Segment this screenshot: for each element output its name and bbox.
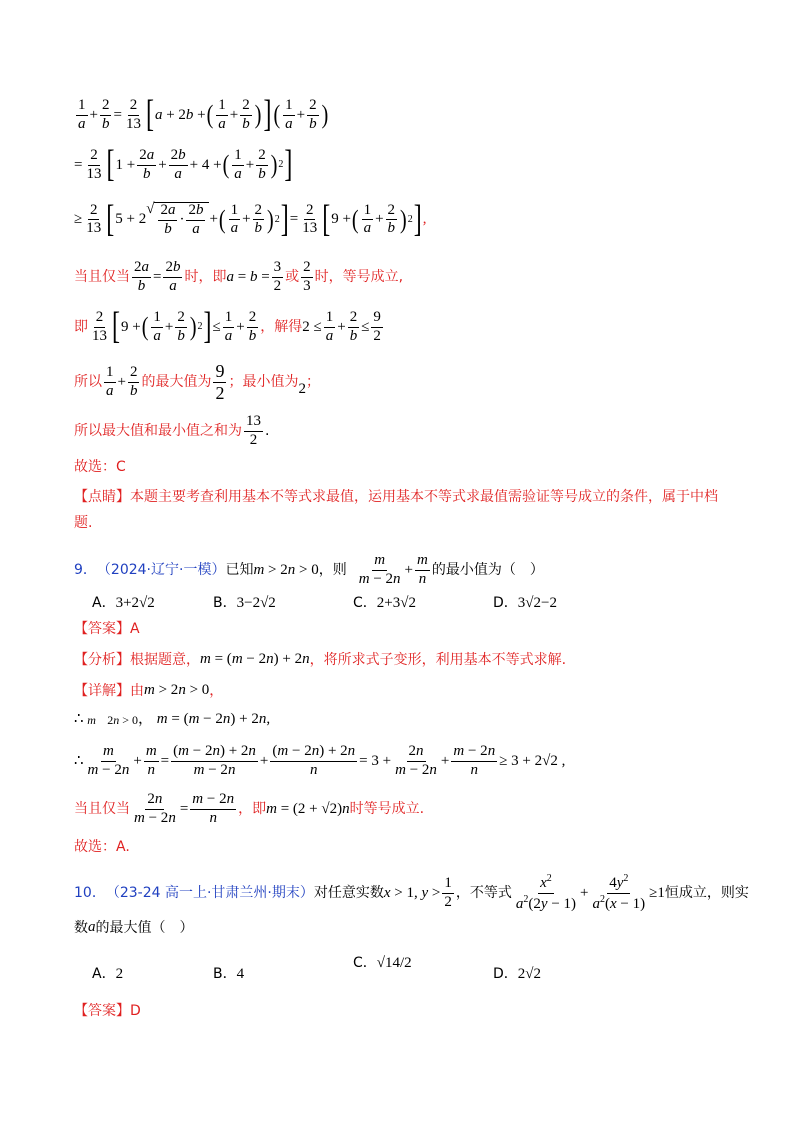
answer-value: A	[130, 621, 140, 637]
q10-stem-b: ，不等式	[455, 885, 512, 902]
text-period: .	[265, 423, 270, 440]
q9-detail-line-2: ∴ m 2n > 0 ， m = ( m − 2 n ) + 2 n ,	[74, 711, 271, 727]
detail-text-b: ，	[209, 682, 224, 699]
q9-stem-c: 的最小值为（ ）	[431, 562, 544, 579]
text-huo: 或	[285, 269, 300, 286]
choice-letter: C．	[353, 595, 377, 611]
answer-tag: 【答案】	[74, 1003, 130, 1019]
analysis-text-a: 根据题意，	[130, 651, 200, 668]
question-10-stem: 10． （23-24 高一上·甘肃兰州·期末） 对任意实数 x > 1, y > $\frac{1}{2}$ ，不等式 $\frac{x^2}{a^2(2y - 1)}$ + $\frac{4y^2}{a^2(x - 1)}$ ≥1 恒成立，则实	[74, 873, 749, 912]
choice-value: 3−2√2	[236, 595, 276, 611]
choice-c-conclusion: 故选：C	[74, 459, 126, 475]
q9-stem-b: ，则	[318, 562, 347, 579]
analysis-text-b: ，将所求式子变形，利用基本不等式求解.	[309, 651, 567, 668]
text-dangqie: 当且仅当	[74, 269, 130, 286]
analysis-tag: 【分析】	[74, 651, 130, 668]
q10-answer	[74, 1004, 141, 1018]
choice-value: 2	[115, 966, 124, 982]
q10-choice-c[interactable]	[353, 952, 412, 972]
question-10-source: （23-24 高一上·甘肃兰州·期末）	[105, 885, 314, 902]
q9-equality-line: 当且仅当 $\frac{2n}{m - 2n}$ = $\frac{m - 2n}{n}$ ，即 m = (2 + √2)n 时等号成立.	[74, 791, 425, 826]
answer-tag: 【答案】	[74, 621, 130, 637]
q9-stem-a: 已知	[225, 562, 254, 579]
q10-stem-c: 恒成立，则实	[664, 885, 749, 902]
equation-line-3: ≥ $\frac{2}{13}$ [ 5 + 2 √ $\frac{2a}{b}$ · $\frac{2b}{a}$ + ( $\frac{1}{a}$ + $\frac{2}{b}$ ) 2 ] = $\frac{2}{13}$ [ 9 + ( $\frac{1}{a}$ + $\frac{2}{b}$ ) 2 ] ,	[74, 198, 427, 241]
question-9-source: （2024·辽宁·一模）	[96, 562, 226, 579]
q10-choice-b[interactable]	[213, 963, 244, 983]
text-semicolon: ；	[305, 374, 320, 391]
choice-value: 3√2−2	[517, 595, 557, 611]
text-suoyi: 所以	[74, 374, 102, 391]
q9-answer	[74, 622, 140, 636]
q9-analysis: 【分析】 根据题意， m = (m − 2n) + 2n ，将所求式子变形，利用基本不等式求解.	[74, 651, 567, 668]
choice-value: 4	[236, 966, 245, 982]
sum-line: 所以最大值和最小值之和为 $\frac{13}{2}$ .	[74, 413, 270, 448]
choice-value: 2+3√2	[376, 595, 416, 611]
choice-letter: B．	[213, 595, 237, 611]
comment-tag: 【点睛】	[74, 489, 130, 505]
question-number-9: 9．	[74, 562, 97, 579]
eq-text-b: ，即	[238, 801, 267, 818]
text-jiede: ，解得	[260, 319, 303, 336]
choice-letter: A．	[92, 966, 116, 982]
eq-text-a: 当且仅当	[74, 801, 130, 818]
equality-condition-line: 当且仅当 $\frac{2a}{b}$ = $\frac{2b}{a}$ 时，即 a = b = $\frac{3}{2}$ 或 $\frac{2}{3}$ 时，等号成立,	[74, 259, 404, 294]
choice-letter: D．	[493, 966, 518, 982]
choice-value: 2√2	[517, 966, 542, 982]
question-9-stem: 9． （2024·辽宁·一模） 已知 m > 2n > 0 ，则 $\frac{m}{m - 2n}$ + $\frac{m}{n}$ 的最小值为（ ）	[74, 552, 544, 587]
choice-value: 3+2√2	[115, 595, 155, 611]
equation-line-1: $\frac{1}{a}$ + $\frac{2}{b}$ = $\frac{2}{13}$ [ a + 2 b + ( $\frac{1}{a}$ + $\frac{2}{b}$ ) ] ( $\frac{1}{a}$ + $\frac{2}{b}$ )	[78, 94, 329, 137]
text-zuidazhi: 的最大值为	[141, 374, 212, 391]
q9-detail: 【详解】 由 m > 2n > 0 ，	[74, 682, 224, 699]
text-shi: 时，即	[184, 269, 227, 286]
q9-choice-b[interactable]	[213, 592, 276, 612]
comment-text: 本题主要考查利用基本不等式求最值，运用基本不等式求最值需验证等号成立的条件，属于中档	[130, 489, 718, 505]
text-ji: 即	[74, 319, 88, 336]
question-number-10: 10．	[74, 885, 106, 902]
comment-line-2: 题.	[74, 515, 93, 531]
choice-letter: A．	[92, 595, 116, 611]
choice-letter: C．	[353, 955, 377, 971]
q9-choice-a[interactable]	[92, 592, 155, 612]
choice-letter: D．	[493, 595, 518, 611]
comment-line	[74, 490, 718, 504]
eq-text-c: 时等号成立.	[349, 801, 425, 818]
choice-value: √14/2	[376, 955, 412, 971]
q9-conclusion: 故选：A.	[74, 839, 130, 855]
q9-choice-d[interactable]	[493, 592, 557, 612]
answer-value: D	[130, 1003, 141, 1019]
detail-text-a: 由	[130, 682, 144, 699]
range-line: 即 $\frac{2}{13}$ [ 9 + ( $\frac{1}{a}$ + $\frac{2}{b}$ ) 2 ] ≤ $\frac{1}{a}$ + $\frac{2}{b}$ ，解得 2 ≤ $\frac{1}{a}$ + $\frac{2}{b}$ ≤ $\frac{9}{2}$	[74, 306, 381, 349]
equation-line-2: = $\frac{2}{13}$ [ 1 + $\frac{2a}{b}$ + $\frac{2b}{a}$ + 4 + ( $\frac{1}{a}$ + $\frac{2}{b}$ ) 2 ]	[74, 144, 293, 187]
q9-detail-line-3: ∴ $\frac{m}{m - 2n}$ + $\frac{m}{n}$ = $\frac{(m - 2n) + 2n}{m - 2n}$ + $\frac{(m - 2n) + 2n}{n}$ = 3 + $\frac{2n}{m - 2n}$ + $\frac{m - 2n}{n}$ ≥ 3 + 2√2 ,	[74, 743, 566, 778]
q10-choice-a[interactable]	[92, 963, 123, 983]
q10-stem-d: 数	[74, 919, 88, 936]
q10-stem-a: 对任意实数	[313, 885, 384, 902]
q9-choice-c[interactable]	[353, 592, 416, 612]
q10-choice-d[interactable]	[493, 963, 541, 983]
question-10-stem-line-2: 数 a 的最大值（ ）	[74, 919, 194, 936]
text-sum: 所以最大值和最小值之和为	[74, 423, 242, 440]
q10-stem-e: 的最大值（ ）	[95, 919, 194, 936]
detail-tag: 【详解】	[74, 682, 130, 699]
choice-letter: B．	[213, 966, 237, 982]
text-dengdeng: 时，等号成立,	[314, 269, 404, 286]
text-zuixiaozhi: ；最小值为	[228, 374, 299, 391]
max-min-line: 所以 $\frac{1}{a}$ + $\frac{2}{b}$ 的最大值为 $\frac{9}{2}$ ；最小值为 2 ；	[74, 361, 320, 403]
